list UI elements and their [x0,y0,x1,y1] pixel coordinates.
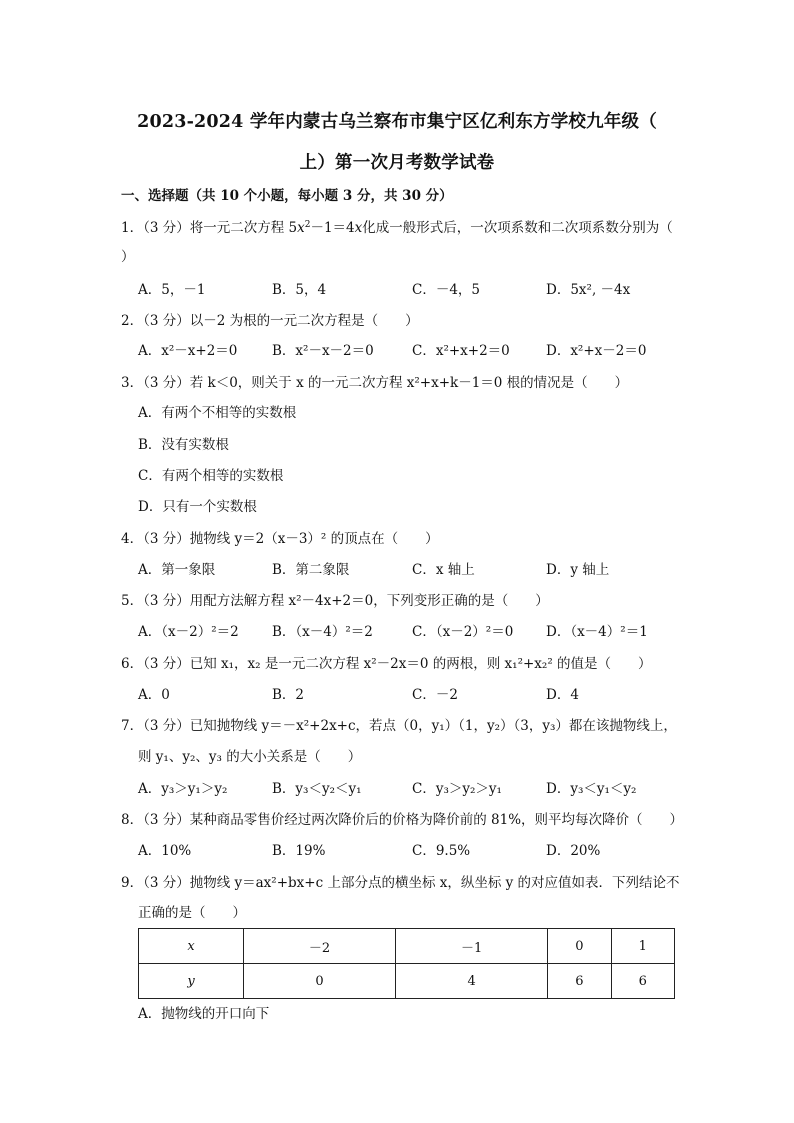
question-3-option-c: C．有两个相等的实数根 [138,468,284,484]
question-8-option-a: A．10% [138,843,192,859]
question-2-option-b: B．x²－x－2＝0 [272,343,374,359]
question-9-stem: 9．（3 分）抛物线 y＝ax²+bx+c 上部分点的横坐标 x，纵坐标 y 的对应值如表．下列结论不 [121,875,680,891]
table-cell: 0 [244,964,396,999]
question-7-option-b: B．y₃＜y₂＜y₁ [272,781,362,797]
question-3-option-a: A．有两个不相等的实数根 [138,405,297,421]
question-4-option-c: C．x 轴上 [412,562,475,578]
question-1-option-a: A．5，－1 [138,282,206,298]
question-5-option-c: C．（x－2）²＝0 [412,624,514,640]
question-9-option-a: A．抛物线的开口向下 [138,1006,270,1022]
table-cell: 4 [396,964,548,999]
table-cell: y [139,964,244,999]
question-4-stem: 4．（3 分）抛物线 y＝2（x－3）² 的顶点在（ ） [121,531,439,547]
question-6-option-c: C．－2 [412,687,458,703]
question-3-option-d: D．只有一个实数根 [138,499,257,515]
question-1-option-b: B．5，4 [272,282,327,298]
question-7-stem-cont: 则 y₁、y₂、y₃ 的大小关系是（ ） [138,749,362,765]
question-2-stem: 2．（3 分）以－2 为根的一元二次方程是（ ） [121,313,419,329]
question-2-option-a: A．x²－x+2＝0 [138,343,238,359]
table-cell: 6 [548,964,611,999]
question-8-option-d: D．20% [546,843,601,859]
question-4-option-a: A．第一象限 [138,562,216,578]
table-cell: x [139,929,244,964]
question-5-option-a: A．（x－2）²＝2 [138,624,239,640]
question-5-option-d: D．（x－4）²＝1 [546,624,648,640]
table-cell: －1 [396,929,548,964]
table-cell: 0 [548,929,611,964]
question-9-stem-cont: 正确的是（ ） [138,905,246,921]
exam-title-line1: 2023-2024 学年内蒙古乌兰察布市集宁区亿利东方学校九年级（ [137,112,657,132]
question-6-stem: 6．（3 分）已知 x₁，x₂ 是一元二次方程 x²－2x＝0 的两根，则 x₁²+x₂² 的值是（ ） [121,656,652,672]
question-5-stem: 5．（3 分）用配方法解方程 x²－4x+2＝0，下列变形正确的是（ ） [121,593,549,609]
table-cell: 1 [611,929,674,964]
exam-title-line2: 上）第一次月考数学试卷 [299,153,495,173]
table-cell: 6 [611,964,674,999]
table-row [139,929,675,964]
question-7-option-a: A．y₃＞y₁＞y₂ [138,781,228,797]
question-4-option-b: B．第二象限 [272,562,350,578]
question-9-value-table [138,928,675,999]
question-8-option-c: C．9.5% [412,843,471,859]
question-1-stem-cont: ） [121,249,135,265]
table-row [139,964,675,999]
question-6-option-d: D．4 [546,687,579,703]
question-2-option-c: C．x²+x+2＝0 [412,343,510,359]
question-2-option-d: D．x²+x－2＝0 [546,343,647,359]
question-1-option-d: D．5x², －4x [546,282,631,298]
question-8-stem: 8．（3 分）某种商品零售价经过两次降价后的价格为降价前的 81%，则平均每次降价（ ） [121,812,684,828]
question-1-stem: 1．（3 分）将一元二次方程 $5x^2-1=4x$化成一般形式后，一次项系数和二次项系数分别为（ [121,220,673,236]
question-6-option-a: A．0 [138,687,170,703]
question-5-option-b: B．（x－4）²＝2 [272,624,373,640]
question-7-stem: 7．（3 分）已知抛物线 y＝－x²+2x+c，若点（0，y₁）（1，y₂）（3，y₃）都在该抛物线上， [121,718,677,734]
section-heading: 一、选择题（共 10 个小题，每小题 3 分，共 30 分） [121,188,453,204]
question-3-stem: 3．（3 分）若 k＜0，则关于 x 的一元二次方程 x²+x+k－1＝0 根的情况是（ ） [121,375,629,391]
question-8-option-b: B．19% [272,843,326,859]
question-1-option-c: C．－4，5 [412,282,481,298]
question-7-option-c: C．y₃＞y₂＞y₁ [412,781,502,797]
question-4-option-d: D．y 轴上 [546,562,610,578]
table-cell: －2 [244,929,396,964]
question-6-option-b: B．2 [272,687,305,703]
question-3-option-b: B．没有实数根 [138,437,229,453]
question-7-option-d: D．y₃＜y₁＜y₂ [546,781,637,797]
